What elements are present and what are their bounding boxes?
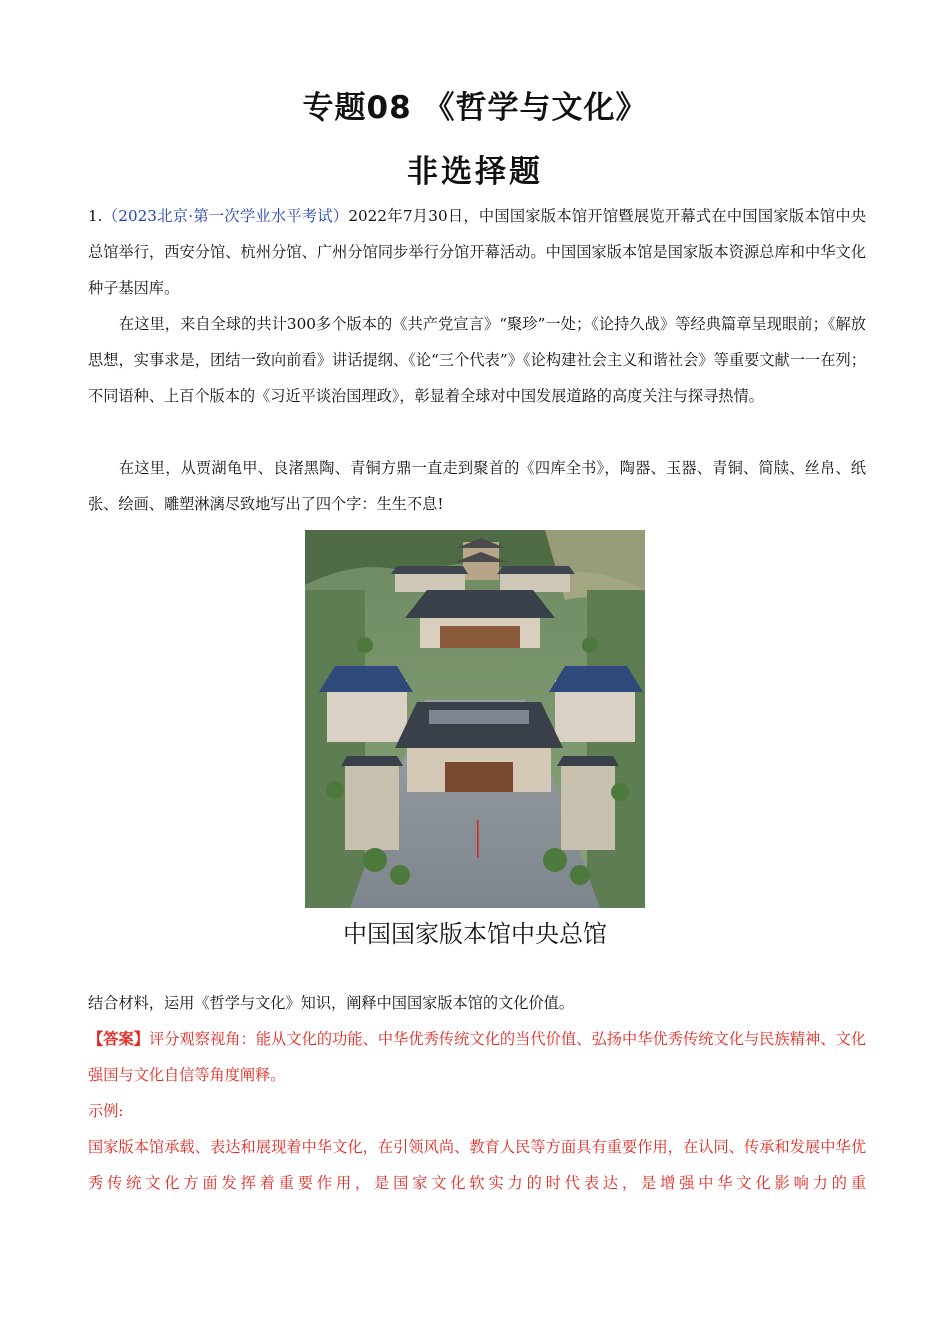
image-caption: 中国国家版本馆中央总馆 xyxy=(343,920,607,948)
material-paragraph-2: 在这里，来自全球的共计300多个版本的《共产党宣言》“聚珍”一处；《论持久战》等经典篇章呈现眼前；《解放思想，实事求是，团结一致向前看》讲话提纲、《论“三个代表”》《论构建社会主义和谐社会》等重要文献一一在列；不同语种、上百个版本的《习近平谈治国理政》，彰显着全球对中国发展道路的高度关注与探寻热情。 xyxy=(88,315,866,405)
library-aerial-photo xyxy=(305,530,645,908)
question-intro-text: 2022年7月30日，中国国家版本馆开馆暨展览开幕式在中国国家版本馆中央总馆举行，西安分馆、杭州分馆、广州分馆同步举行分馆开幕活动。中国国家版本馆是国家版本资源总库和中华文化种子基因库。 xyxy=(88,207,867,297)
section-subtitle: 非选择题 xyxy=(407,154,543,190)
example-text: 国家版本馆承载、表达和展现着中华文化，在引领风尚、教育人民等方面具有重要作用，在认同、传承和发展中华优秀传统文化方面发挥着重要作用，是国家文化软实力的时代表达，是增强中华文化影响力的重 xyxy=(88,1138,866,1192)
answer-label: 【答案】 xyxy=(88,1030,150,1048)
front-hall xyxy=(395,702,563,792)
answer-text: 评分观察视角：能从文化的功能、中华优秀传统文化的当代价值、弘扬中华优秀传统文化与民族精神、文化强国与文化自信等角度阐释。 xyxy=(88,1030,867,1084)
left-hall xyxy=(319,666,413,742)
question-source: （2023北京·第一次学业水平考试） xyxy=(102,207,349,225)
material-paragraph-3: 在这里，从贾湖龟甲、良渚黑陶、青铜方鼎一直走到聚首的《四库全书》，陶器、玉器、青铜、简牍、丝帛、纸张、绘画、雕塑淋漓尽致地写出了四个字：生生不息! xyxy=(88,459,866,513)
right-hall xyxy=(549,666,643,742)
example-label: 示例: xyxy=(88,1102,124,1120)
question-prompt: 结合材料，运用《哲学与文化》知识，阐释中国国家版本馆的文化价值。 xyxy=(88,994,574,1012)
flagpole xyxy=(477,820,479,858)
question-intro xyxy=(88,198,866,306)
answer-block xyxy=(88,1021,866,1093)
main-hall xyxy=(405,590,555,648)
question-number: 1. xyxy=(88,207,103,225)
document-title: 专题08 《哲学与文化》 xyxy=(302,90,648,126)
